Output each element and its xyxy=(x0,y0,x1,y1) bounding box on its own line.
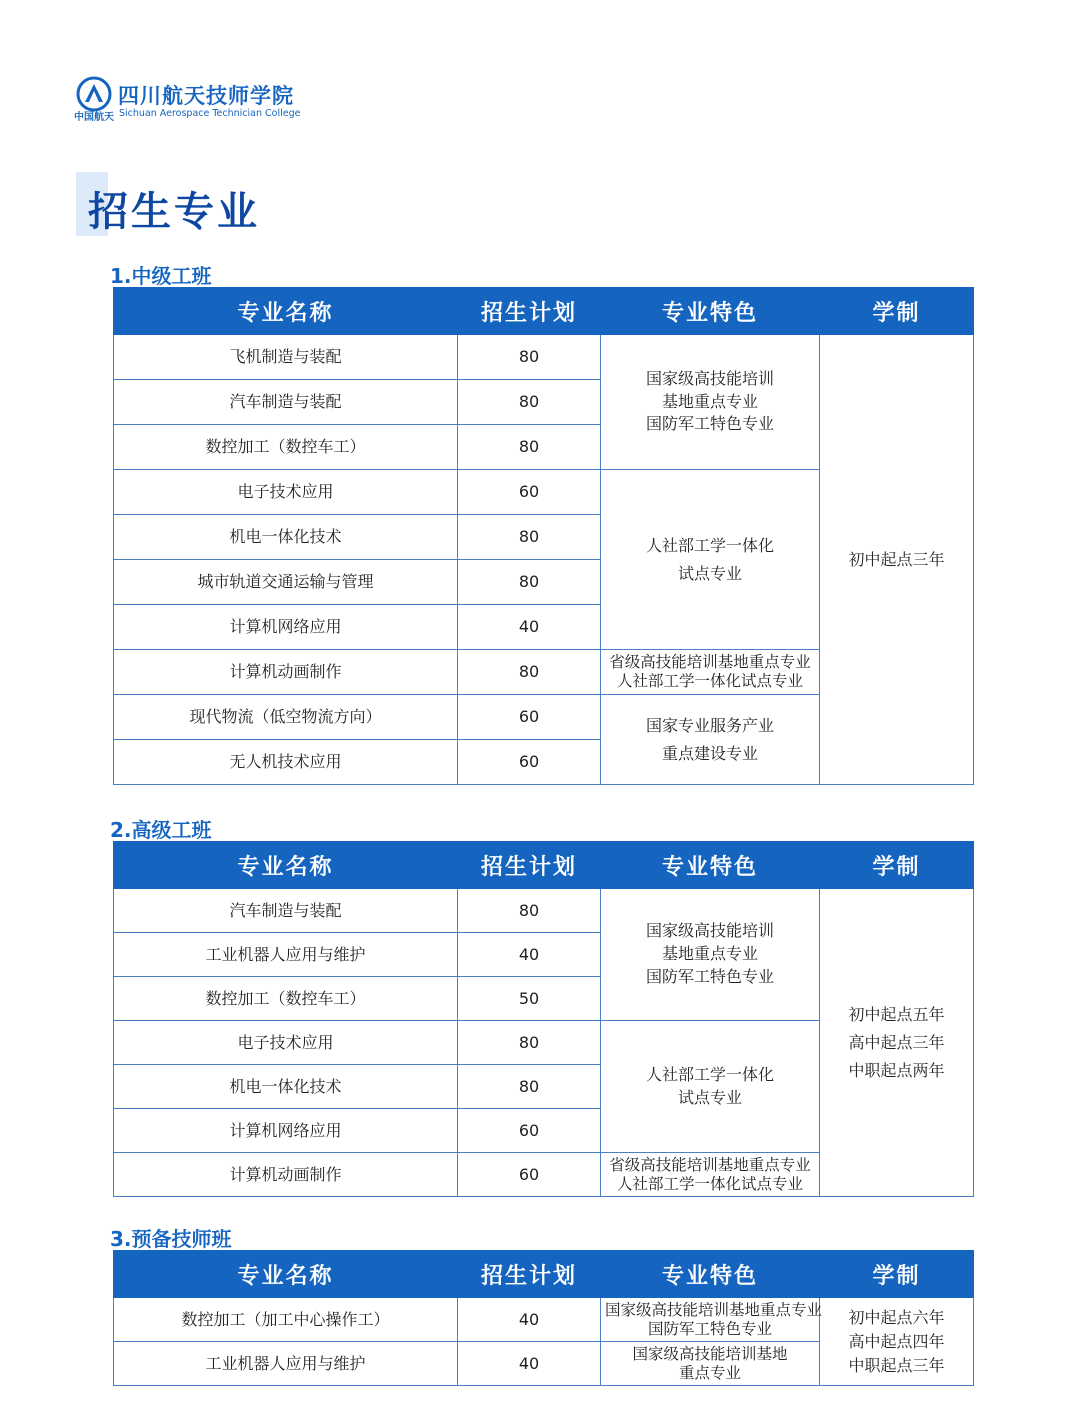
preparatory-technician-table xyxy=(113,1250,974,1386)
table-row xyxy=(114,1298,974,1342)
plan-count: 80 xyxy=(458,335,601,380)
header-major: 专业名称 xyxy=(114,288,458,335)
header-plan: 招生计划 xyxy=(458,1251,601,1298)
header-feature: 专业特色 xyxy=(601,288,820,335)
plan-count: 40 xyxy=(458,933,601,977)
plan-count: 80 xyxy=(458,1021,601,1065)
table-row xyxy=(114,335,974,380)
major-name: 计算机动画制作 xyxy=(114,1153,458,1197)
major-name: 汽车制造与装配 xyxy=(114,380,458,425)
plan-count: 40 xyxy=(458,1298,601,1342)
major-name: 计算机网络应用 xyxy=(114,1109,458,1153)
plan-count: 80 xyxy=(458,889,601,933)
advanced-class-table xyxy=(113,841,974,1197)
major-name: 机电一体化技术 xyxy=(114,1065,458,1109)
plan-count: 80 xyxy=(458,650,601,695)
table-header-row xyxy=(114,1251,974,1298)
section-title-preparatory: 3.预备技师班 xyxy=(110,1227,232,1251)
plan-count: 60 xyxy=(458,1153,601,1197)
duration-cell: 初中起点三年 xyxy=(820,335,974,785)
major-name: 工业机器人应用与维护 xyxy=(114,933,458,977)
plan-count: 80 xyxy=(458,1065,601,1109)
table-header-row xyxy=(114,842,974,889)
plan-count: 60 xyxy=(458,740,601,785)
major-name: 数控加工（数控车工） xyxy=(114,425,458,470)
feature-cell: 省级高技能培训基地重点专业 人社部工学一体化试点专业 xyxy=(601,1153,820,1197)
plan-count: 80 xyxy=(458,380,601,425)
college-name: 四川航天技师学院 xyxy=(118,84,294,108)
major-name: 无人机技术应用 xyxy=(114,740,458,785)
major-name: 工业机器人应用与维护 xyxy=(114,1342,458,1386)
section-title-advanced: 2.高级工班 xyxy=(110,818,212,842)
plan-count: 80 xyxy=(458,560,601,605)
header-duration: 学制 xyxy=(820,842,974,889)
feature-cell: 国家级高技能培训 基地重点专业 国防军工特色专业 xyxy=(601,889,820,1021)
college-english-name: Sichuan Aerospace Technician College xyxy=(119,108,301,119)
header-feature: 专业特色 xyxy=(601,1251,820,1298)
feature-cell: 国家级高技能培训基地重点专业 国防军工特色专业 xyxy=(601,1298,820,1342)
feature-cell: 国家级高技能培训基地 重点专业 xyxy=(601,1342,820,1386)
aerospace-logo-icon xyxy=(76,76,112,112)
header-major: 专业名称 xyxy=(114,1251,458,1298)
major-name: 电子技术应用 xyxy=(114,1021,458,1065)
plan-count: 80 xyxy=(458,425,601,470)
major-name: 汽车制造与装配 xyxy=(114,889,458,933)
table-row xyxy=(114,889,974,933)
section-title-intermediate: 1.中级工班 xyxy=(110,264,212,288)
major-name: 数控加工（加工中心操作工） xyxy=(114,1298,458,1342)
plan-count: 60 xyxy=(458,695,601,740)
duration-cell: 初中起点五年 高中起点三年 中职起点两年 xyxy=(820,889,974,1197)
major-name: 电子技术应用 xyxy=(114,470,458,515)
feature-cell: 人社部工学一体化 试点专业 xyxy=(601,1021,820,1153)
feature-cell: 国家级高技能培训 基地重点专业 国防军工特色专业 xyxy=(601,335,820,470)
header-plan: 招生计划 xyxy=(458,842,601,889)
major-name: 数控加工（数控车工） xyxy=(114,977,458,1021)
major-name: 计算机网络应用 xyxy=(114,605,458,650)
header-feature: 专业特色 xyxy=(601,842,820,889)
plan-count: 80 xyxy=(458,515,601,560)
major-name: 机电一体化技术 xyxy=(114,515,458,560)
feature-cell: 人社部工学一体化 试点专业 xyxy=(601,470,820,650)
feature-cell: 国家专业服务产业 重点建设专业 xyxy=(601,695,820,785)
header-duration: 学制 xyxy=(820,1251,974,1298)
feature-cell: 省级高技能培训基地重点专业 人社部工学一体化试点专业 xyxy=(601,650,820,695)
plan-count: 40 xyxy=(458,605,601,650)
table-header-row xyxy=(114,288,974,335)
plan-count: 40 xyxy=(458,1342,601,1386)
page-title: 招生专业 xyxy=(88,189,260,235)
plan-count: 50 xyxy=(458,977,601,1021)
plan-count: 60 xyxy=(458,470,601,515)
major-name: 现代物流（低空物流方向） xyxy=(114,695,458,740)
major-name: 飞机制造与装配 xyxy=(114,335,458,380)
intermediate-class-table xyxy=(113,287,974,785)
duration-cell: 初中起点六年 高中起点四年 中职起点三年 xyxy=(820,1298,974,1386)
header-major: 专业名称 xyxy=(114,842,458,889)
major-name: 城市轨道交通运输与管理 xyxy=(114,560,458,605)
plan-count: 60 xyxy=(458,1109,601,1153)
logo-mark-label: 中国航天 xyxy=(74,112,114,123)
header-duration: 学制 xyxy=(820,288,974,335)
header-plan: 招生计划 xyxy=(458,288,601,335)
major-name: 计算机动画制作 xyxy=(114,650,458,695)
